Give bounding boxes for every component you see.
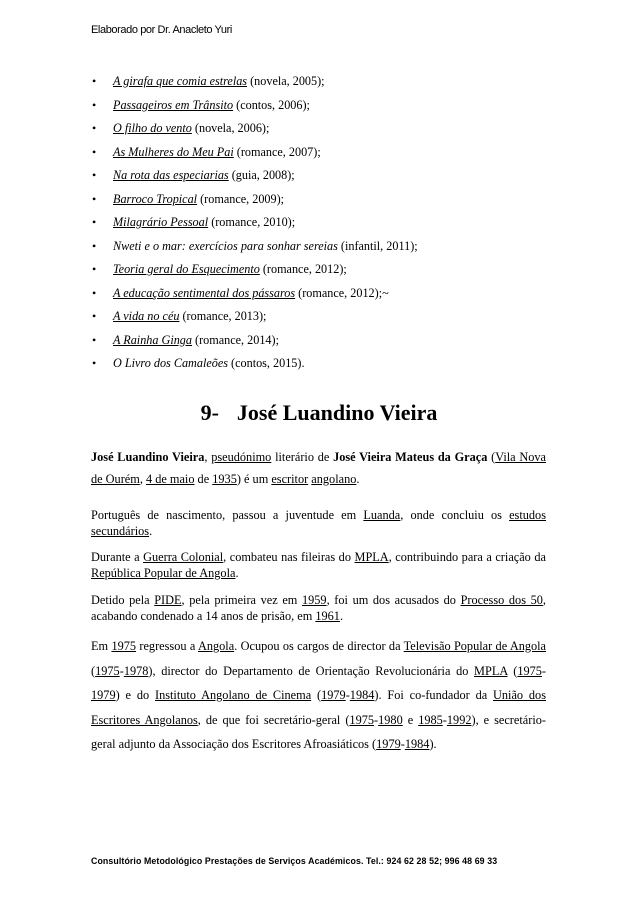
link-guerra-colonial[interactable]: Guerra Colonial	[143, 550, 224, 564]
link-4-de-maio[interactable]: 4 de maio	[145, 472, 195, 486]
link-year[interactable]: 1984	[404, 737, 430, 751]
bibliography-list	[92, 70, 418, 376]
list-item: • Nweti e o mar: exercícios para sonhar sereias (infantil, 2011);	[92, 235, 418, 259]
paragraph-career: Em 1975 regressou a Angola. Ocupou os cargos de director da Televisão Popular de Angola (1975-1978), director do Departamento de Orientação Revolucionária do MPLA (1975-1979) e do Instituto Angolano de Cinema (1979-1984). Foi co-fundador da União dos Escritores Angolanos, de que foi secretário-geral (1975-1980 e 1985-1992), e secretário-geral adjunto da Associação dos Escritores Afroasiáticos (1979-1984).	[91, 639, 547, 751]
list-item: • A Rainha Ginga (romance, 2014);	[92, 329, 418, 353]
list-item: • Teoria geral do Esquecimento (romance, 2012);	[92, 258, 418, 282]
paragraph-arrest: Detido pela PIDE, pela primeira vez em 1959, foi um dos acusados do Processo dos 50, acabando condenado a 14 anos de prisão, em 1961.	[91, 593, 546, 623]
link-pseudonimo[interactable]: pseudónimo	[211, 450, 272, 464]
link-year[interactable]: 1975	[349, 712, 375, 727]
link-year[interactable]: 1979	[321, 688, 346, 702]
book-title: Nweti e o mar: exercícios para sonhar sereias	[113, 238, 338, 253]
link-escritor[interactable]: escritor	[271, 472, 309, 486]
link-year[interactable]: 1992	[446, 712, 472, 727]
link-year[interactable]: 1978	[123, 663, 149, 678]
list-item: • Milagrário Pessoal (romance, 2010);	[92, 211, 418, 235]
paragraph-intro: José Luandino Vieira, pseudónimo literário de José Vieira Mateus da Graça (Vila Nova de Ourém, 4 de maio de 1935) é um escritor angolano.	[91, 450, 546, 486]
link-year[interactable]: 1979	[91, 688, 116, 702]
link-estudos-secundarios[interactable]: estudos secundários	[91, 508, 546, 538]
list-item: • Passageiros em Trânsito (contos, 2006);	[92, 94, 418, 118]
link-1975[interactable]: 1975	[111, 639, 137, 653]
book-title[interactable]: A educação sentimental dos pássaros	[113, 285, 296, 300]
page-header: Elaborado por Dr. Anacleto Yuri	[91, 24, 232, 36]
book-title[interactable]: Milagrário Pessoal	[113, 215, 209, 229]
book-title[interactable]: O filho do vento	[113, 121, 192, 135]
link-angolano[interactable]: angolano	[311, 472, 357, 486]
list-item: • A educação sentimental dos pássaros (romance, 2012);~	[92, 282, 418, 306]
list-item: • A girafa que comia estrelas (novela, 2005);	[92, 70, 418, 94]
section-title: José Luandino Vieira	[236, 400, 438, 425]
link-year[interactable]: 1985	[418, 712, 443, 727]
link-1935[interactable]: 1935	[212, 472, 237, 486]
link-processo-dos-50[interactable]: Processo dos 50	[460, 593, 543, 607]
link-year[interactable]: 1979	[376, 737, 401, 751]
link-mpla[interactable]: MPLA	[354, 550, 389, 564]
paragraph-war: Durante a Guerra Colonial, combateu nas fileiras do MPLA, contribuindo para a criação da República Popular de Angola.	[91, 550, 546, 580]
link-pide[interactable]: PIDE	[154, 593, 182, 607]
list-item: • O Livro dos Camaleões (contos, 2015).	[92, 352, 418, 376]
link-vila-nova-de-ourem[interactable]: Vila Nova de Ourém	[91, 450, 546, 486]
link-republica-popular-de-angola[interactable]: República Popular de Angola	[91, 566, 236, 580]
section-heading	[0, 400, 638, 426]
book-title[interactable]: As Mulheres do Meu Pai	[113, 144, 234, 159]
link-1961[interactable]: 1961	[315, 609, 340, 623]
paragraph-youth: Português de nascimento, passou a juventude em Luanda, onde concluiu os estudos secundários.	[91, 508, 546, 538]
list-item: • Na rota das especiarias (guia, 2008);	[92, 164, 418, 188]
book-title[interactable]: Na rota das especiarias	[113, 168, 229, 182]
link-angola[interactable]: Angola	[197, 639, 235, 653]
book-title: O Livro dos Camaleões	[113, 356, 228, 370]
link-instituto-angolano-de-cinema[interactable]: Instituto Angolano de Cinema	[154, 688, 312, 702]
link-uniao-dos-escritores-angolanos[interactable]: União dos Escritores Angolanos	[91, 688, 546, 727]
book-title[interactable]: Barroco Tropical	[113, 191, 198, 206]
list-item: • Barroco Tropical (romance, 2009);	[92, 188, 418, 212]
link-year[interactable]: 1984	[349, 688, 375, 702]
link-year[interactable]: 1975	[95, 663, 120, 678]
page-footer: Consultório Metodológico Prestações de Serviços Académicos. Tel.: 924 62 28 52; 996 48 69 33	[91, 856, 498, 866]
link-year[interactable]: 1980	[378, 712, 403, 727]
link-televisao-popular-de-angola[interactable]: Televisão Popular de Angola	[403, 639, 547, 653]
link-year[interactable]: 1975	[517, 663, 542, 678]
link-mpla[interactable]: MPLA	[474, 663, 508, 678]
link-luanda[interactable]: Luanda	[363, 508, 401, 522]
list-item: • A vida no céu (romance, 2013);	[92, 305, 418, 329]
link-1959[interactable]: 1959	[301, 593, 327, 607]
book-title[interactable]: Teoria geral do Esquecimento	[113, 262, 260, 276]
section-number: 9-	[200, 400, 219, 425]
book-title[interactable]: Passageiros em Trânsito	[113, 97, 234, 112]
book-title[interactable]: A Rainha Ginga	[113, 332, 192, 347]
list-item: • O filho do vento (novela, 2006);	[92, 117, 418, 141]
book-title[interactable]: A girafa que comia estrelas	[113, 74, 248, 88]
book-title[interactable]: A vida no céu	[113, 309, 180, 323]
list-item: • As Mulheres do Meu Pai (romance, 2007);	[92, 141, 418, 165]
